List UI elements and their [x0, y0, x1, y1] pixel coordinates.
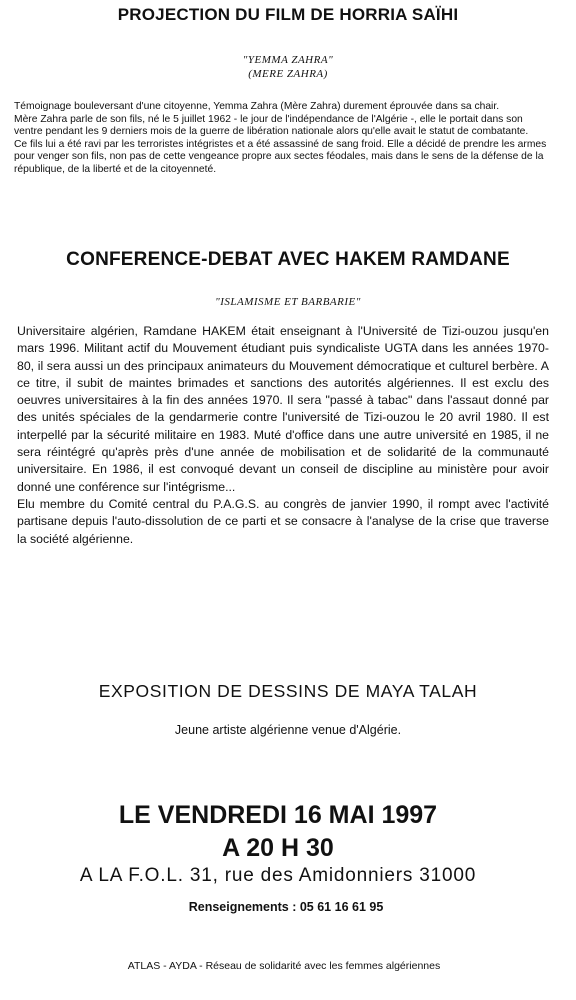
exposition-subtitle: Jeune artiste algérienne venue d'Algérie.	[174, 723, 402, 737]
event-venue: A LA F.O.L. 31, rue des Amidonniers 31000	[79, 865, 477, 886]
conference-subtitle: "ISLAMISME ET BARBARIE"	[215, 296, 361, 308]
event-info: Renseignements : 05 61 16 61 95	[188, 900, 384, 914]
film-subtitle: (MERE ZAHRA)	[248, 68, 328, 80]
projection-paragraph: Témoignage bouleversant d'une citoyenne, Yemma Zahra (Mère Zahra) durement éprouvée dans sa chair.	[14, 101, 500, 112]
conference-title: CONFERENCE-DEBAT AVEC HAKEM RAMDANE	[66, 249, 510, 270]
projection-paragraph: Ce fils lui a été ravi par les terroristes intégristes et a été assassiné de sang froid. Elle a décidé de prendre les armes pour venger son fils, non pas de cette vengeance propre aux sectes féodales, mais dans le sens de la défense de la république, de la liberté et de la citoyenneté.	[14, 138, 547, 175]
conference-description	[17, 323, 549, 548]
conference-paragraph: Elu membre du Comité central du P.A.G.S. au congrès de janvier 1990, il rompt avec l'activité partisane depuis l'auto-dissolution de ce parti et se consacre à l'analyse de la crise que traverse la société algérienne.	[17, 496, 549, 546]
event-time: A 20 H 30	[222, 834, 334, 862]
projection-title: PROJECTION DU FILM DE HORRIA SAÏHI	[117, 5, 459, 24]
projection-paragraph: Mère Zahra parle de son fils, né le 5 juillet 1962 - le jour de l'indépendance de l'Algérie -, elle le portait dans son ventre pendant les 9 derniers mois de la guerre de libération nationale alors qu'elle avait le statut de combatante.	[14, 113, 529, 138]
event-date: LE VENDREDI 16 MAI 1997	[118, 801, 438, 829]
projection-description	[14, 101, 548, 177]
film-title: "YEMMA ZAHRA"	[242, 54, 334, 66]
footer-text: ATLAS - AYDA - Réseau de solidarité avec les femmes algériennes	[127, 960, 441, 972]
exposition-title: EXPOSITION DE DESSINS DE MAYA TALAH	[98, 681, 478, 701]
conference-paragraph: Universitaire algérien, Ramdane HAKEM était enseignant à l'Université de Tizi-ouzou jusqu'en mars 1996. Militant actif du Mouvement étudiant puis syndicaliste UGTA dans les années 1970-80, il sera aussi un des principaux animateurs du Mouvement démocratique et culturel berbère. A ce titre, il subit de maintes brimades et sanctions des autorités algériennes. Il est exclu des oeuvres universitaires à la fin des années 1970. Il sera "passé à tabac" dans l'assaut donné par des unités spéciales de la gendarmerie contre l'université de Tizi-ouzou le 20 avril 1980. Il est interpellé par la sécurité militaire en 1983. Muté d'office dans une autre université en 1985, il ne sera réintégré qu'après près d'une année de mobilisation et de solidarité de la communauté universitaire. En 1986, il est convoqué devant un conseil de discipline au ministère pour avoir donné une conférence sur l'intégrisme...	[17, 324, 549, 494]
